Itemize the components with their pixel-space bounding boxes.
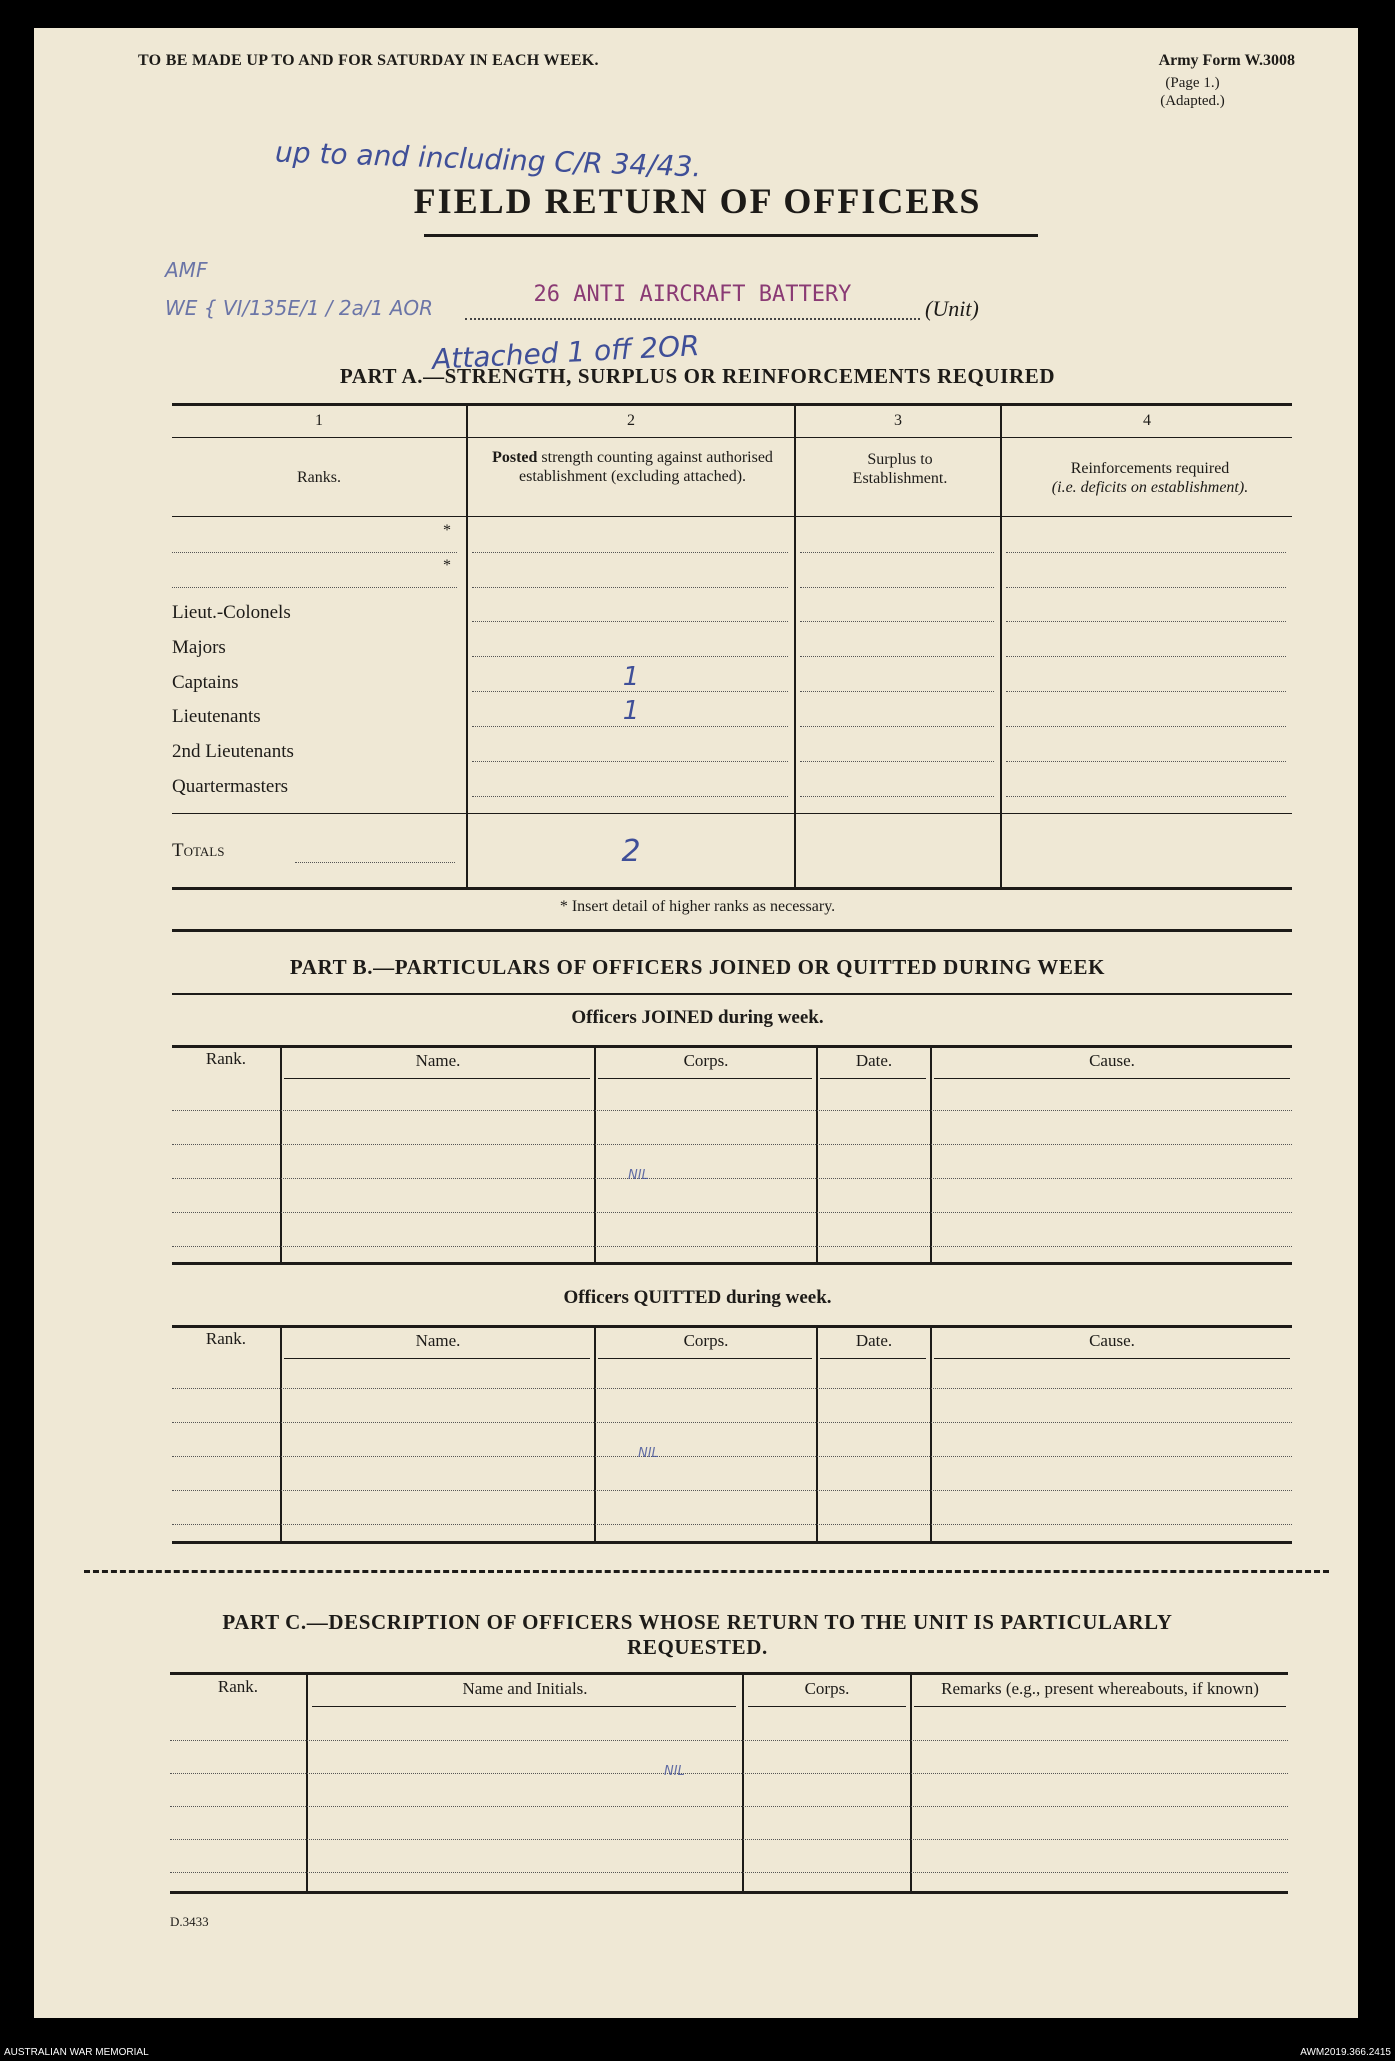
form-number: Army Form W.3008 xyxy=(1158,52,1295,69)
handwritten-attached: Attached 1 off 2OR xyxy=(431,329,701,376)
posted-row-line xyxy=(472,656,788,657)
quitted-col-date: Date. xyxy=(855,1331,893,1350)
quitted-table-top-rule xyxy=(172,1325,1292,1328)
part-c-header-underline xyxy=(748,1706,906,1707)
rank-label-captains: Captains xyxy=(172,672,239,693)
handwritten-we: WE { VI/135E/1 / 2a/1 AOR xyxy=(165,296,434,320)
rank-label-lieutenants: Lieutenants xyxy=(172,706,261,727)
unit-label: (Unit) xyxy=(925,296,979,321)
part-b-rule xyxy=(172,993,1292,995)
posted-row-line xyxy=(472,796,788,797)
surplus-row-line xyxy=(800,796,994,797)
title-underline xyxy=(424,234,1038,237)
part-c-table-top-rule xyxy=(170,1672,1288,1675)
part-a-footnote: * Insert detail of higher ranks as necessary. xyxy=(559,898,836,915)
reinf-row-line xyxy=(1006,726,1286,727)
quitted-col-divider xyxy=(594,1325,596,1541)
reinf-row-line xyxy=(1006,691,1286,692)
quitted-row-line xyxy=(172,1524,1292,1525)
surplus-header: Surplus to Establishment. xyxy=(852,451,948,487)
rank-label-majors: Majors xyxy=(172,637,226,658)
joined-row-line xyxy=(172,1178,1292,1179)
part-a-top-rule xyxy=(172,403,1292,406)
reinf-row-line xyxy=(1006,587,1286,588)
part-a-title: PART A.—STRENGTH, SURPLUS OR REINFORCEMENTS REQUIRED xyxy=(339,364,1056,388)
form-code: D.3433 xyxy=(170,1914,209,1929)
part-a-col-divider-2 xyxy=(794,403,796,888)
joined-header-underline xyxy=(820,1078,926,1079)
col-number-4: 4 xyxy=(1143,412,1151,429)
joined-col-date: Date. xyxy=(855,1051,893,1070)
part-a-col-divider-1 xyxy=(466,403,468,888)
part-c-row-line xyxy=(170,1872,1288,1873)
part-a-bottom-rule xyxy=(172,887,1292,890)
part-a-totals-rule xyxy=(172,813,1292,814)
part-c-row-line xyxy=(170,1740,1288,1741)
part-c-row-line xyxy=(170,1839,1288,1840)
quitted-row-line xyxy=(172,1456,1292,1457)
surplus-row-line xyxy=(800,761,994,762)
reinf-row-line xyxy=(1006,656,1286,657)
part-c-row-line xyxy=(170,1806,1288,1807)
adapted-note: (Adapted.) xyxy=(1160,93,1225,109)
quitted-row-line xyxy=(172,1490,1292,1491)
joined-header-underline xyxy=(598,1078,812,1079)
surplus-row-line xyxy=(800,552,994,553)
posted-row-line xyxy=(472,726,788,727)
handwritten-amf: AMF xyxy=(165,258,208,282)
quitted-col-cause: Cause. xyxy=(1089,1331,1135,1350)
joined-col-divider xyxy=(594,1045,596,1262)
joined-col-rank: Rank. xyxy=(205,1049,247,1068)
part-c-col-corps: Corps. xyxy=(804,1679,850,1698)
posted-row-line xyxy=(472,761,788,762)
rank-dotted-line-2 xyxy=(172,587,457,588)
joined-col-divider xyxy=(816,1045,818,1262)
col-number-1: 1 xyxy=(315,412,323,429)
joined-col-divider xyxy=(930,1045,932,1262)
part-c-col-remarks: Remarks (e.g., present whereabouts, if known) xyxy=(941,1679,1259,1698)
part-c-col-divider xyxy=(910,1672,912,1891)
reinf-row-line xyxy=(1006,552,1286,553)
posted-header xyxy=(490,448,775,486)
quitted-col-name: Name. xyxy=(415,1331,461,1350)
joined-header-underline xyxy=(934,1078,1290,1079)
part-c-nil-entry: NIL xyxy=(664,1764,685,1779)
posted-header-rest: strength counting against authorised establishment (excluding attached). xyxy=(518,449,773,485)
archive-id: AWM2019.366.2415 xyxy=(1300,2047,1391,2058)
asterisk-1: * xyxy=(443,522,451,539)
joined-table-bottom-rule xyxy=(172,1262,1292,1265)
form-title: FIELD RETURN OF OFFICERS xyxy=(413,181,982,221)
quitted-row-line xyxy=(172,1422,1292,1423)
quitted-header-underline xyxy=(284,1358,590,1359)
joined-col-name: Name. xyxy=(415,1051,461,1070)
part-c-header-underline xyxy=(312,1706,736,1707)
surplus-row-line xyxy=(800,587,994,588)
part-c-title-line1: PART C.—DESCRIPTION OF OFFICERS WHOSE RETURN TO THE UNIT IS PARTICULARLY xyxy=(222,1610,1173,1634)
part-a-number-rule xyxy=(172,437,1292,438)
joined-table-top-rule xyxy=(172,1045,1292,1048)
reinforcements-header-note: (i.e. deficits on establishment). xyxy=(1051,479,1249,496)
quitted-header-underline xyxy=(934,1358,1290,1359)
perforation-line xyxy=(84,1570,1329,1573)
rank-dotted-line-1 xyxy=(172,552,457,553)
reinf-row-line xyxy=(1006,621,1286,622)
joined-nil-entry: NIL xyxy=(628,1168,649,1183)
part-b-title: PART B.—PARTICULARS OF OFFICERS JOINED OR QUITTED DURING WEEK xyxy=(289,955,1106,979)
part-c-table-bottom-rule xyxy=(170,1891,1288,1894)
rank-label-lieut-colonels: Lieut.-Colonels xyxy=(172,602,291,623)
reinf-row-line xyxy=(1006,796,1286,797)
quitted-header-underline xyxy=(820,1358,926,1359)
quitted-col-divider xyxy=(816,1325,818,1541)
part-c-col-divider xyxy=(306,1672,308,1891)
col-number-3: 3 xyxy=(894,412,902,429)
quitted-col-divider xyxy=(930,1325,932,1541)
joined-col-corps: Corps. xyxy=(683,1051,729,1070)
posted-row-line xyxy=(472,621,788,622)
part-c-title-line2: REQUESTED. xyxy=(627,1635,768,1659)
surplus-row-line xyxy=(800,691,994,692)
joined-row-line xyxy=(172,1110,1292,1111)
page-number: (Page 1.) xyxy=(1165,75,1220,91)
quitted-table-bottom-rule xyxy=(172,1541,1292,1544)
archive-credit: AUSTRALIAN WAR MEMORIAL xyxy=(4,2047,149,2058)
part-c-col-name: Name and Initials. xyxy=(462,1679,588,1698)
part-c-title xyxy=(0,1610,1395,1660)
part-a-col-divider-3 xyxy=(1000,403,1002,888)
posted-header-bold: Posted xyxy=(492,449,538,466)
part-a-header-rule xyxy=(172,516,1292,517)
instruction-text: TO BE MADE UP TO AND FOR SATURDAY IN EACH WEEK. xyxy=(138,52,599,69)
quitted-col-divider xyxy=(280,1325,282,1541)
reinf-row-line xyxy=(1006,761,1286,762)
surplus-row-line xyxy=(800,621,994,622)
unit-dotted-line xyxy=(465,318,920,320)
reinforcements-header xyxy=(1010,459,1290,497)
totals-label: Totals xyxy=(172,840,225,861)
totals-dotted-line xyxy=(295,862,455,863)
part-c-col-rank: Rank. xyxy=(217,1677,259,1696)
joined-row-line xyxy=(172,1144,1292,1145)
asterisk-2: * xyxy=(443,557,451,574)
posted-row-line xyxy=(472,587,788,588)
rank-label-2nd-lieutenants: 2nd Lieutenants xyxy=(172,741,294,762)
quitted-nil-entry: NIL xyxy=(638,1446,659,1461)
joined-header-underline xyxy=(284,1078,590,1079)
part-c-row-line xyxy=(170,1773,1288,1774)
joined-col-cause: Cause. xyxy=(1089,1051,1135,1070)
joined-row-line xyxy=(172,1212,1292,1213)
totals-posted-value: 2 xyxy=(621,834,641,869)
posted-captains-value: 1 xyxy=(622,662,640,692)
quitted-col-corps: Corps. xyxy=(683,1331,729,1350)
joined-row-line xyxy=(172,1246,1292,1247)
ranks-header: Ranks. xyxy=(297,469,341,486)
part-a-end-rule xyxy=(172,929,1292,932)
part-c-col-divider xyxy=(742,1672,744,1891)
posted-lieutenants-value: 1 xyxy=(622,696,640,726)
surplus-row-line xyxy=(800,656,994,657)
quitted-col-rank: Rank. xyxy=(205,1329,247,1348)
form-page-info xyxy=(1120,74,1265,110)
reinforcements-header-title: Reinforcements required xyxy=(1070,460,1230,477)
joined-heading: Officers JOINED during week. xyxy=(571,1007,824,1028)
part-c-header-underline xyxy=(914,1706,1286,1707)
surplus-row-line xyxy=(800,726,994,727)
col-number-2: 2 xyxy=(627,412,635,429)
handwritten-period: up to and including C/R 34/43. xyxy=(274,135,702,184)
posted-row-line xyxy=(472,552,788,553)
unit-stamp: 26 ANTI AIRCRAFT BATTERY xyxy=(533,282,852,307)
quitted-row-line xyxy=(172,1388,1292,1389)
quitted-heading: Officers QUITTED during week. xyxy=(563,1287,832,1308)
rank-label-quartermasters: Quartermasters xyxy=(172,776,289,797)
quitted-header-underline xyxy=(598,1358,812,1359)
joined-col-divider xyxy=(280,1045,282,1262)
